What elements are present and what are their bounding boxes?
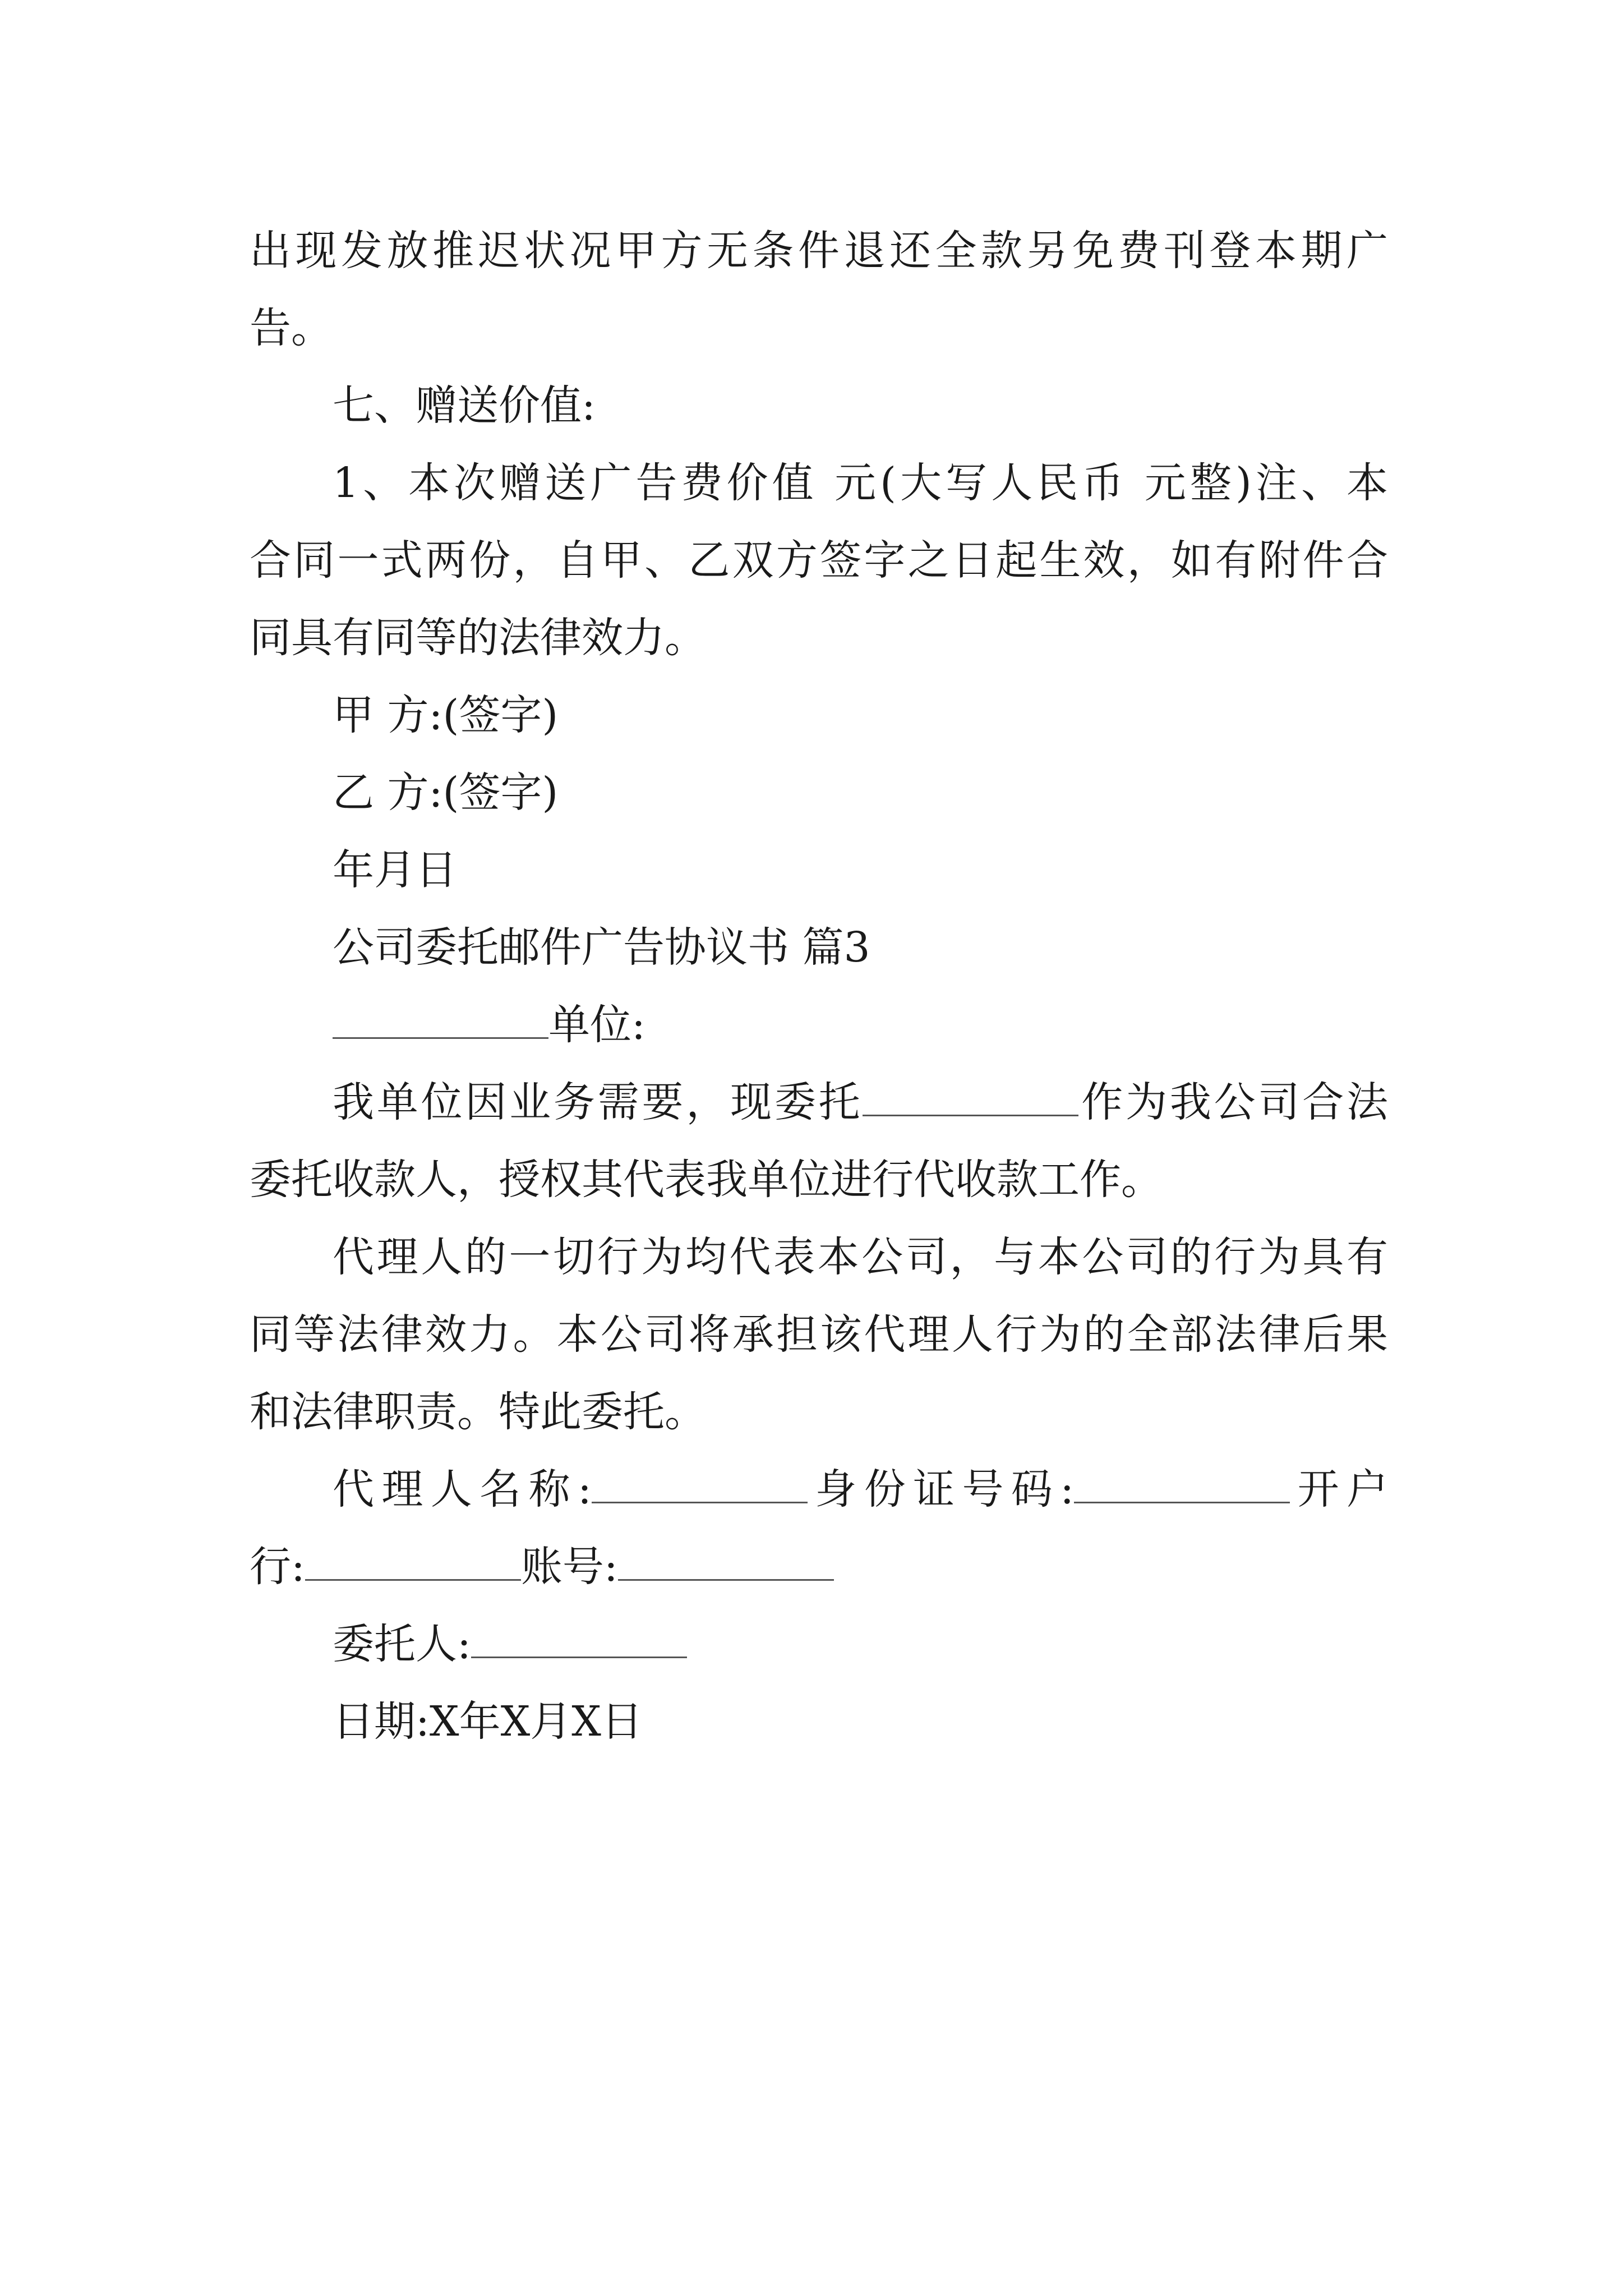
entrust-line2: 委托收款人，授权其代表我单位进行代收款工作。 bbox=[250, 1156, 1163, 1204]
paragraph-refund-line1: 出现发放推迟状况甲方无条件退还全款另免费刊登本期广 bbox=[250, 227, 1388, 275]
section-title: 公司委托邮件广告协议书 篇3 bbox=[333, 923, 870, 972]
id-number-blank bbox=[1074, 1469, 1290, 1503]
signature-date: 年月日 bbox=[333, 846, 457, 894]
bank-blank bbox=[305, 1547, 521, 1581]
entrustor-line bbox=[250, 1605, 1388, 1683]
entrust-text-a: 我单位因业务需要，现委托 bbox=[333, 1078, 863, 1126]
unit-line bbox=[250, 986, 1388, 1064]
bank-label-part2: 行: bbox=[250, 1543, 305, 1591]
paragraph-refund-line2: 告。 bbox=[250, 304, 333, 352]
entrustor-label: 委托人: bbox=[333, 1620, 471, 1668]
signature-party-b: 乙 方:(签字) bbox=[333, 769, 559, 817]
signature-party-a: 甲 方:(签字) bbox=[333, 691, 559, 739]
agent-name-label: 代理人名称: bbox=[333, 1465, 592, 1513]
id-number-label: 身份证号码: bbox=[807, 1465, 1075, 1513]
paragraph-gift-line1: 1、本次赠送广告费价值 元(大写人民币 元整)注、本 bbox=[333, 459, 1388, 507]
unit-label: 单位: bbox=[548, 1001, 645, 1049]
account-blank bbox=[618, 1547, 834, 1581]
agent-info-line1 bbox=[250, 1451, 1388, 1528]
account-label: 账号: bbox=[520, 1543, 618, 1591]
section-heading-gift-value: 七、赠送价值: bbox=[333, 381, 596, 430]
unit-blank bbox=[333, 1005, 548, 1039]
entrust-line1 bbox=[250, 1064, 1388, 1141]
bank-label-part1: 开户 bbox=[1290, 1465, 1388, 1513]
document-body bbox=[250, 212, 1388, 1760]
agent-paragraph-line1: 代理人的一切行为均代表本公司，与本公司的行为具有 bbox=[333, 1233, 1388, 1281]
entrustor-blank bbox=[471, 1624, 687, 1658]
agent-paragraph-line3: 和法律职责。特此委托。 bbox=[250, 1388, 706, 1436]
entrust-blank bbox=[863, 1082, 1078, 1116]
paragraph-gift-line2: 合同一式两份，自甲、乙双方签字之日起生效，如有附件合 bbox=[250, 536, 1388, 585]
agent-info-line2 bbox=[250, 1528, 1388, 1605]
agent-paragraph-line2: 同等法律效力。本公司将承担该代理人行为的全部法律后果 bbox=[250, 1310, 1388, 1359]
paragraph-gift-line3: 同具有同等的法律效力。 bbox=[250, 614, 706, 662]
entrust-text-b: 作为我公司合法 bbox=[1078, 1078, 1389, 1126]
signed-date-line: 日期:X年X月X日 bbox=[333, 1697, 643, 1746]
agent-name-blank bbox=[592, 1469, 808, 1503]
